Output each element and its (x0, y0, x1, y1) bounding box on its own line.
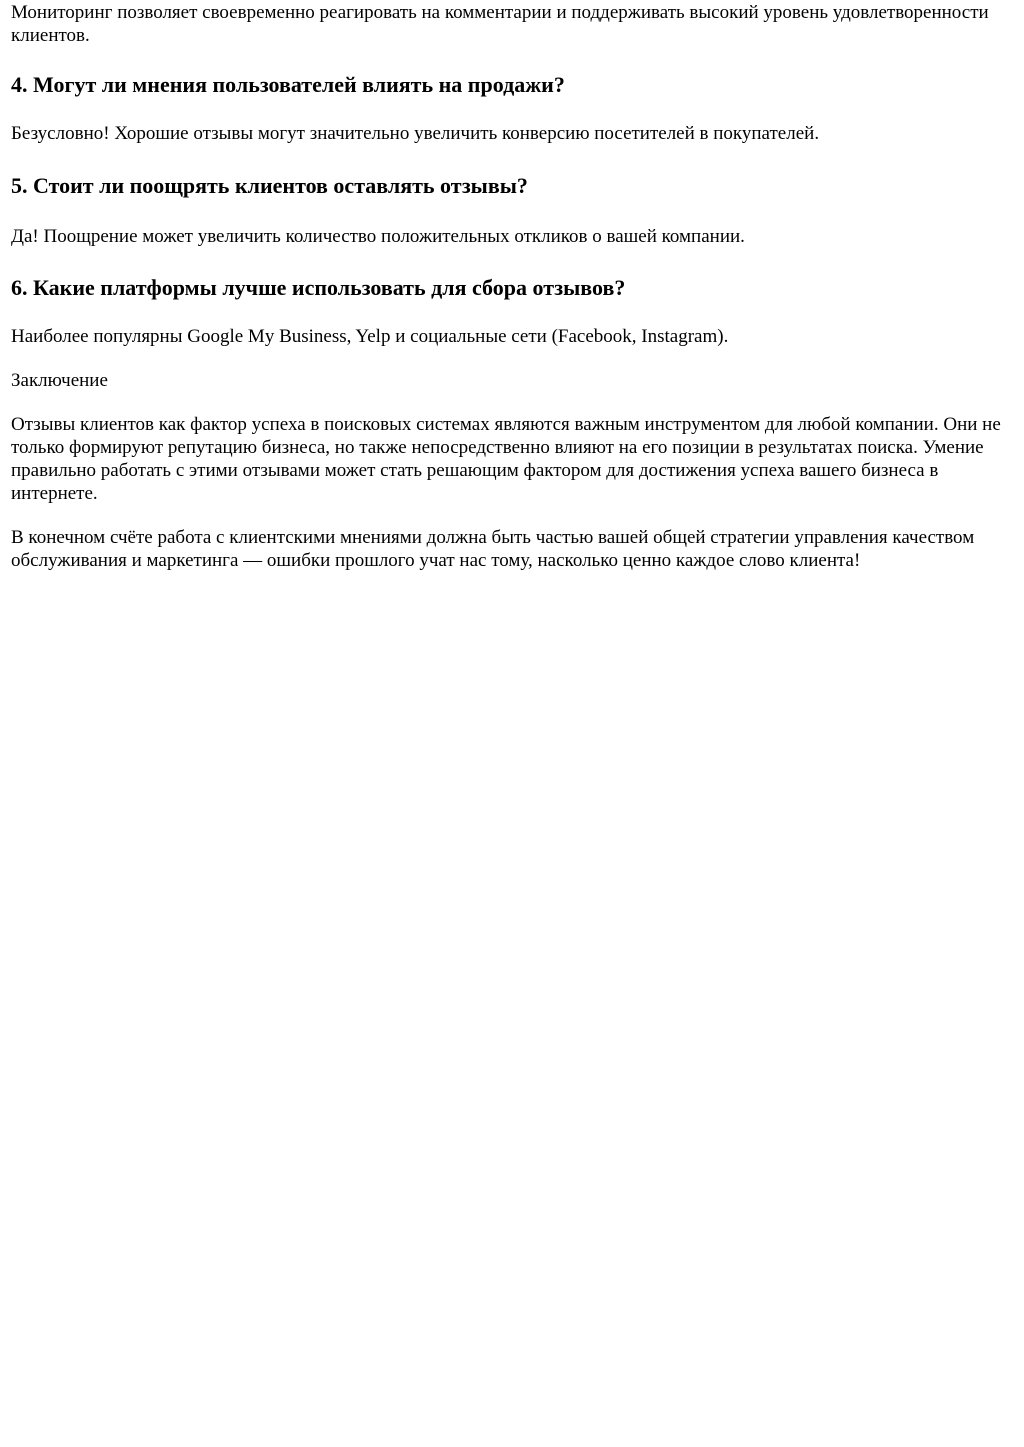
intro-paragraph: Мониторинг позволяет своевременно реагировать на комментарии и поддерживать высокий уровень удовлетворенности клиентов. (11, 2, 989, 46)
article-body (0, 1, 1024, 572)
faq-answer-5-paragraph: Да! Поощрение может увеличить количество положительных откликов о вашей компании. (11, 226, 745, 247)
faq-answer-6-paragraph: Наиболее популярны Google My Business, Yelp и социальные сети (Facebook, Instagram). (11, 326, 729, 347)
faq-question-5-heading: 5. Стоит ли поощрять клиентов оставлять отзывы? (11, 173, 528, 198)
faq-question-6-heading: 6. Какие платформы лучше использовать для сбора отзывов? (11, 275, 626, 300)
faq-question-4-heading: 4. Могут ли мнения пользователей влиять на продажи? (11, 72, 565, 97)
conclusion-paragraph-2: В конечном счёте работа с клиентскими мнениями должна быть частью вашей общей стратегии управления качеством обслуживания и маркетинга — ошибки прошлого учат нас тому, насколько ценно каждое слово клиента! (11, 527, 975, 571)
conclusion-label: Заключение (11, 370, 108, 391)
conclusion-paragraph-1: Отзывы клиентов как фактор успеха в поисковых системах являются важным инструментом для любой компании. Они не только формируют репутацию бизнеса, но также непосредственно влияют на его позиции в результатах поиска. Умение правильно работать с этими отзывами может стать решающим фактором для достижения успеха вашего бизнеса в интернете. (11, 414, 1001, 504)
faq-answer-4-paragraph: Безусловно! Хорошие отзывы могут значительно увеличить конверсию посетителей в покупателей. (11, 123, 820, 144)
